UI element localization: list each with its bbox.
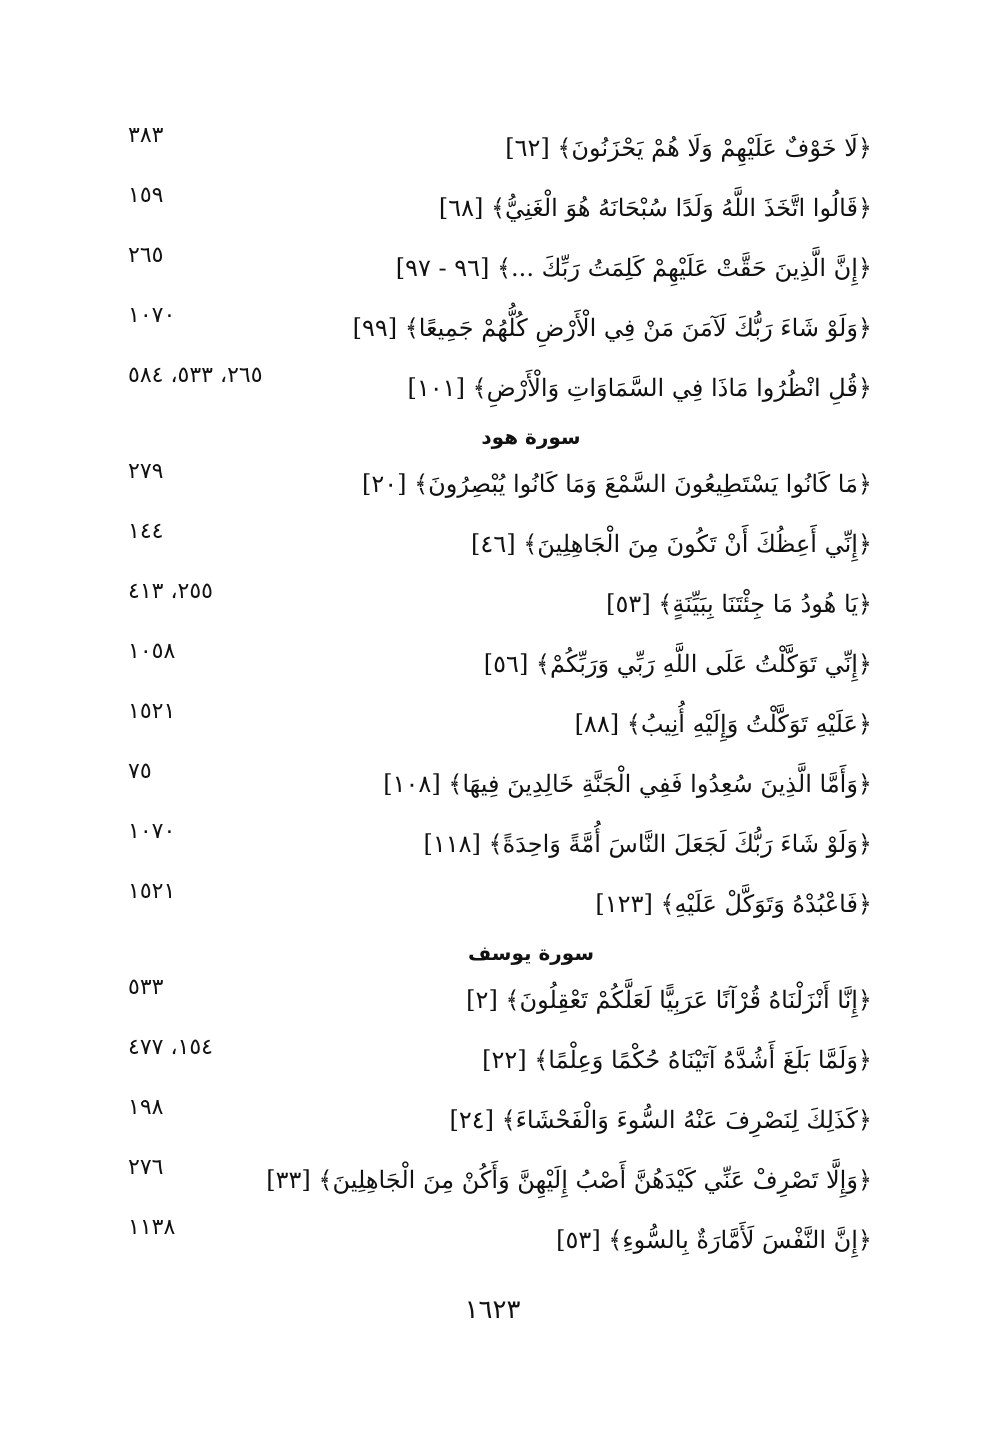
index-entry: [120, 974, 872, 1034]
page-references: ١٩٨: [128, 1095, 164, 1120]
index-entry: [120, 458, 872, 518]
verse-text: ﴿إِنَّ الَّذِينَ حَقَّتْ عَلَيْهِمْ كَلِمَتُ رَبِّكَ ...﴾ [٩٦ - ٩٧]: [395, 254, 872, 282]
verse-text: ﴿عَلَيْهِ تَوَكَّلْتُ وَإِلَيْهِ أُنِيبُ﴾ [٨٨]: [574, 710, 872, 738]
verse-text: ﴿وَلَمَّا بَلَغَ أَشُدَّهُ آتَيْنَاهُ حُكْمًا وَعِلْمًا﴾ [٢٢]: [482, 1046, 872, 1074]
page-references: ١٠٥٨: [128, 639, 176, 664]
page-references: ٧٥: [128, 759, 152, 784]
page-references: ٢٧٦: [128, 1155, 164, 1180]
verse-text: ﴿قَالُوا اتَّخَذَ اللَّهُ وَلَدًا سُبْحَانَهُ هُوَ الْغَنِيُّ﴾ [٦٨]: [438, 194, 872, 222]
index-entry: [120, 1094, 872, 1154]
page-references: ١٥٢١: [128, 879, 176, 904]
index-entry: [120, 1214, 872, 1274]
page-references: ١٥٢١: [128, 699, 176, 724]
verse-text: ﴿وَلَوْ شَاءَ رَبُّكَ لَجَعَلَ النَّاسَ أُمَّةً وَاحِدَةً﴾ [١١٨]: [423, 830, 872, 858]
page-references: ٢٦٥، ٥٣٣، ٥٨٤: [128, 363, 263, 388]
verse-index-list: [120, 122, 872, 1274]
index-entry: [120, 818, 872, 878]
page-references: ١٤٤: [128, 519, 164, 544]
page-references: ٢٦٥: [128, 243, 164, 268]
index-entry: [120, 758, 872, 818]
surah-title: سورة يوسف: [467, 941, 595, 965]
index-entry: [120, 518, 872, 578]
surah-heading: [120, 934, 872, 974]
index-entry: [120, 1154, 872, 1214]
index-entry: [120, 638, 872, 698]
index-entry: [120, 122, 872, 182]
index-entry: [120, 362, 872, 418]
page-references: ١٠٧٠: [128, 819, 176, 844]
index-entry: [120, 182, 872, 242]
verse-text: ﴿فَاعْبُدْهُ وَتَوَكَّلْ عَلَيْهِ﴾ [١٢٣]: [595, 890, 872, 918]
verse-text: ﴿إِنَّا أَنْزَلْنَاهُ قُرْآنًا عَرَبِيًّا لَعَلَّكُمْ تَعْقِلُونَ﴾ [٢]: [466, 986, 872, 1014]
page-references: ١٠٧٠: [128, 303, 176, 328]
page-references: ٢٥٥، ٤١٣: [128, 579, 213, 604]
page-references: ٥٣٣: [128, 975, 164, 1000]
page-references: ١٥٤، ٤٧٧: [128, 1035, 213, 1060]
page-references: ٣٨٣: [128, 123, 164, 148]
verse-text: ﴿وَأَمَّا الَّذِينَ سُعِدُوا فَفِي الْجَنَّةِ خَالِدِينَ فِيهَا﴾ [١٠٨]: [383, 770, 872, 798]
verse-text: ﴿إِنَّ النَّفْسَ لَأَمَّارَةٌ بِالسُّوءِ﴾ [٥٣]: [556, 1226, 872, 1254]
verse-text: ﴿وَإِلَّا تَصْرِفْ عَنِّي كَيْدَهُنَّ أَصْبُ إِلَيْهِنَّ وَأَكُنْ مِنَ الْجَاهِلِينَ﴾ [٣٣]: [266, 1166, 872, 1194]
verse-text: ﴿لَا خَوْفٌ عَلَيْهِمْ وَلَا هُمْ يَحْزَنُونَ﴾ [٦٢]: [505, 134, 872, 162]
verse-text: ﴿إِنِّي تَوَكَّلْتُ عَلَى اللَّهِ رَبِّي وَرَبِّكُمْ﴾ [٥٦]: [483, 650, 872, 678]
verse-text: ﴿يَا هُودُ مَا جِئْتَنَا بِبَيِّنَةٍ﴾ [٥٣]: [606, 590, 872, 618]
index-entry: [120, 698, 872, 758]
surah-heading: [120, 418, 872, 458]
verse-text: ﴿إِنِّي أَعِظُكَ أَنْ تَكُونَ مِنَ الْجَاهِلِينَ﴾ [٤٦]: [471, 530, 872, 558]
surah-title: سورة هود: [481, 425, 581, 449]
index-entry: [120, 302, 872, 362]
index-entry: [120, 878, 872, 934]
page-references: ١٥٩: [128, 183, 164, 208]
index-entry: [120, 578, 872, 638]
verse-text: ﴿كَذَلِكَ لِنَصْرِفَ عَنْهُ السُّوءَ وَالْفَحْشَاءَ﴾ [٢٤]: [449, 1106, 872, 1134]
page-references: ١١٣٨: [128, 1215, 176, 1240]
verse-text: ﴿قُلِ انْظُرُوا مَاذَا فِي السَّمَاوَاتِ وَالْأَرْضِ﴾ [١٠١]: [407, 374, 872, 402]
page-number: ١٦٢٣: [464, 1295, 521, 1325]
verse-text: ﴿وَلَوْ شَاءَ رَبُّكَ لَآمَنَ مَنْ فِي الْأَرْضِ كُلُّهُمْ جَمِيعًا﴾ [٩٩]: [352, 314, 872, 342]
index-entry: [120, 242, 872, 302]
index-entry: [120, 1034, 872, 1094]
verse-text: ﴿مَا كَانُوا يَسْتَطِيعُونَ السَّمْعَ وَمَا كَانُوا يُبْصِرُونَ﴾ [٢٠]: [361, 470, 872, 498]
page-references: ٢٧٩: [128, 459, 164, 484]
